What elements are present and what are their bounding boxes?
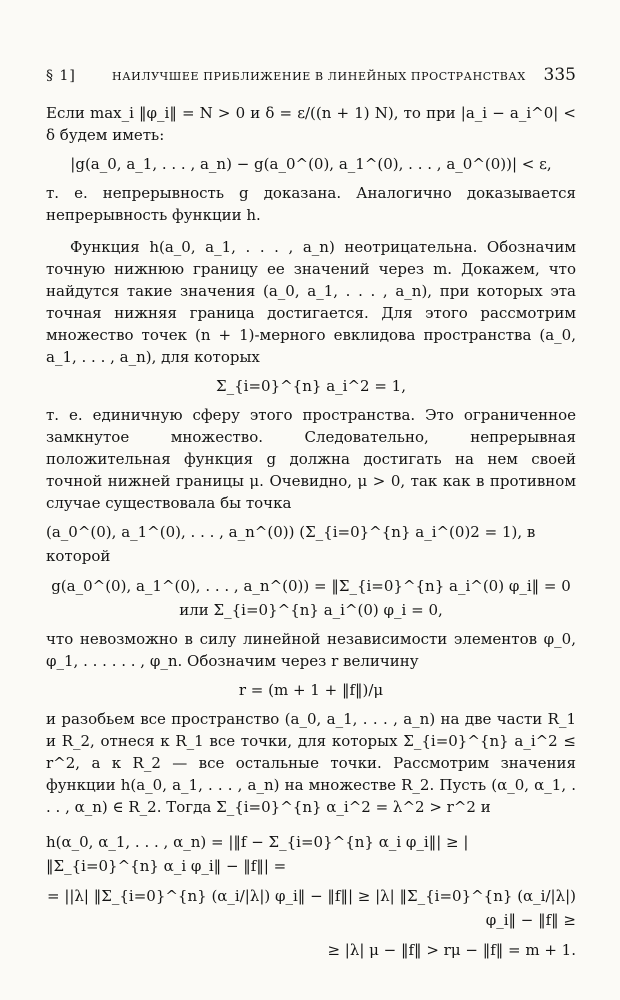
- paragraph-continuity-conclusion: т. е. непрерывность g доказана. Аналогично доказывается непрерывность функции h.: [46, 184, 576, 224]
- book-page: [46, 62, 576, 968]
- equation-g-difference: |g(a_0, a_1, . . . , a_n) − g(a_0^(0), a_1^(0), . . . , a_0^(0))| < ε,: [70, 155, 552, 173]
- section-marker: § 1]: [46, 68, 76, 84]
- equation-unit-sphere: Σ_{i=0}^{n} a_i^2 = 1,: [216, 377, 406, 395]
- equation-r-definition: r = (m + 1 + ‖f‖)/μ: [238, 681, 384, 699]
- running-title: НАИЛУЧШЕЕ ПРИБЛИЖЕНИЕ В ЛИНЕЙНЫХ ПРОСТРАНСТВАХ: [112, 70, 526, 83]
- equation-h-lower-bound-2: = ||λ| ‖Σ_{i=0}^{n} (α_i/|λ|) φ_i‖ − ‖f‖| ≥ |λ| ‖Σ_{i=0}^{n} (α_i/|λ|) φ_i‖ − ‖f‖ ≥: [46, 887, 576, 929]
- equation-g-zero: g(a_0^(0), a_1^(0), . . . , a_n^(0)) = ‖Σ_{i=0}^{n} a_i^(0) φ_i‖ = 0 или Σ_{i=0}^{n} a_i^(0) φ_i = 0,: [51, 577, 571, 619]
- equation-h-lower-bound-1: h(α_0, α_1, . . . , α_n) = |‖f − Σ_{i=0}^{n} α_i φ_i‖| ≥ |‖Σ_{i=0}^{n} α_i φ_i‖ − ‖f‖| =: [46, 833, 469, 875]
- paragraph-function-h: Функция h(a_0, a_1, . . . , a_n) неотрицательна. Обозначим точную нижнюю границу ее значений через m. Докажем, что найдутся такие значения (a_0, a_1, . . . , a_n), при которых эта точная нижняя граница достигается. Для этого рассмотрим множество точек (n + 1)-мерного евклидова пространства (a_0, a_1, . . . , a_n), для которых: [46, 238, 576, 366]
- equation-h-lower-bound-3: ≥ |λ| μ − ‖f‖ > rμ − ‖f‖ = m + 1.: [327, 941, 576, 959]
- running-header: [46, 62, 576, 88]
- page-number: 335: [543, 65, 576, 85]
- paragraph-unit-sphere: т. е. единичную сферу этого пространства. Это ограниченное замкнутое множество. Следовательно, непрерывная положительная функция g должна достигать на нем своей точной нижней границы μ. Очевидно, μ > 0, так как в противном случае существовала бы точка: [46, 406, 576, 512]
- equation-point-on-sphere: (a_0^(0), a_1^(0), . . . , a_n^(0)) (Σ_{i=0}^{n} a_i^(0)2 = 1), в которой: [46, 523, 536, 565]
- paragraph-partition: и разобьем все пространство (a_0, a_1, . . . , a_n) на две части R_1 и R_2, отнеся к R_1 все точки, для которых Σ_{i=0}^{n} a_i^2 ≤ r^2, а к R_2 — все остальные точки. Рассмотрим значения функции h(a_0, a_1, . . . , a_n) на множестве R_2. Пусть (α_0, α_1, . . . , α_n) ∈ R_2. Тогда Σ_{i=0}^{n} α_i^2 = λ^2 > r^2 и: [46, 710, 576, 816]
- paragraph-independence: что невозможно в силу линейной независимости элементов φ_0, φ_1, . . . . . . , φ_n. Обозначим через r величину: [46, 630, 576, 670]
- paragraph-continuity-estimate: Если max_i ‖φ_i‖ = N > 0 и δ = ε/((n + 1) N), то при |a_i − a_i^0| < δ будем иметь:: [46, 104, 576, 144]
